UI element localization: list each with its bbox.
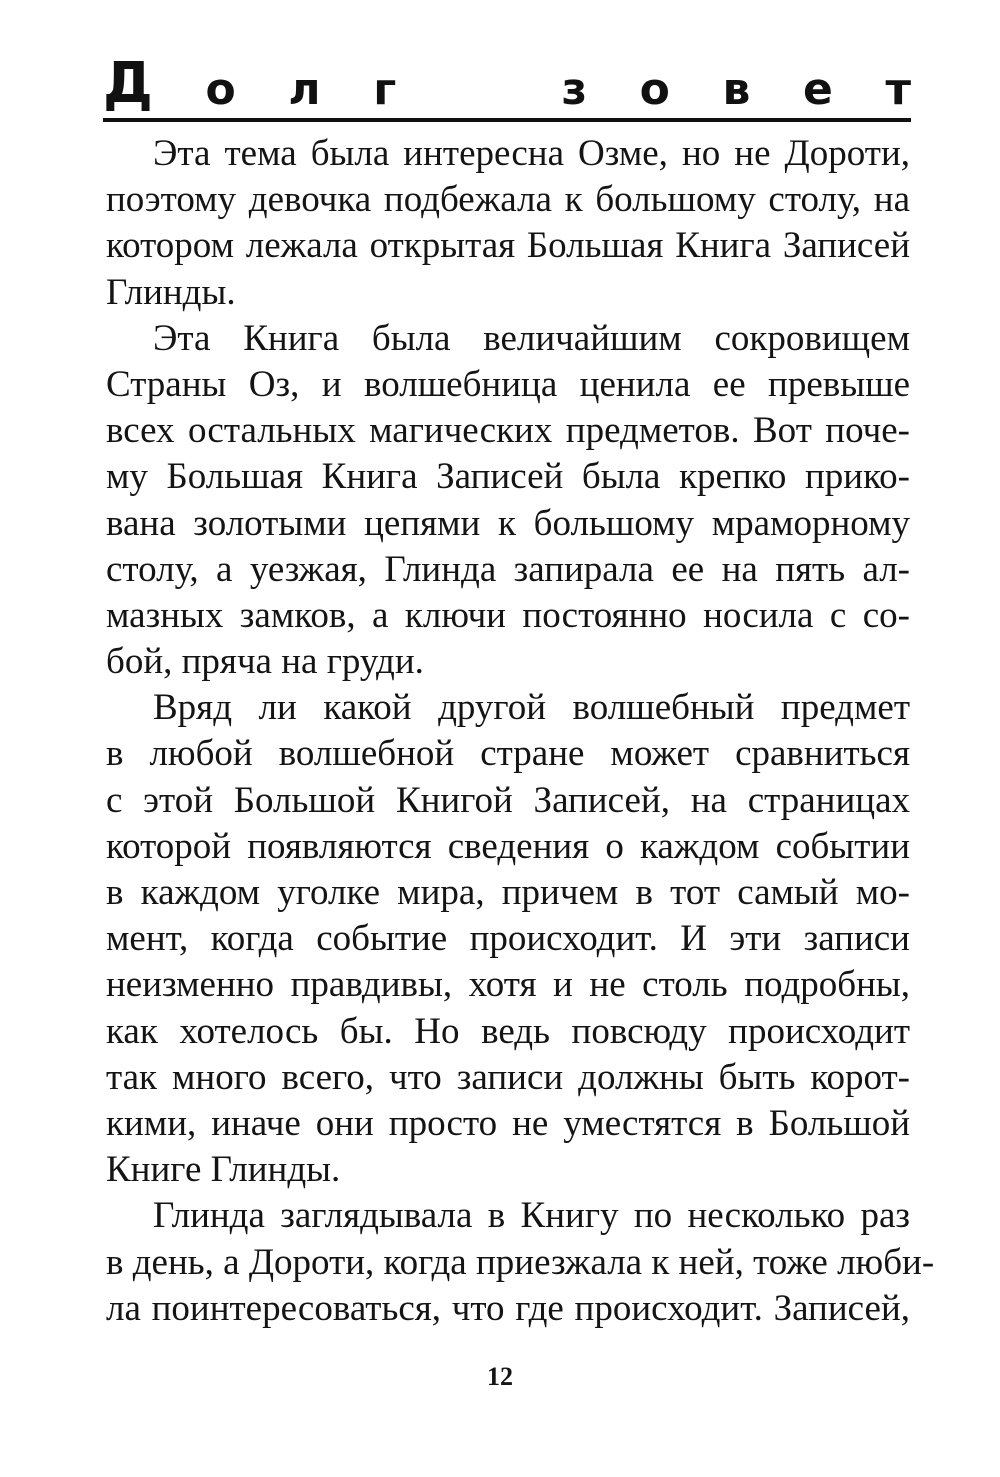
header-letter: о (205, 64, 236, 115)
text-line: поэтому девочка подбежала к большому столу, на (106, 179, 910, 221)
text-line: в день, а Дороти, когда приезжала к ней, тоже люби- (106, 1241, 935, 1283)
text-line: мент, когда событие происходит. И эти записи (106, 918, 910, 960)
header-letter: о (639, 64, 670, 115)
text-line: вана золотыми цепями к большому мраморному (106, 502, 910, 544)
text-line: Книге Глинды. (106, 1149, 341, 1191)
header-letter: Д (103, 51, 153, 116)
header-letter: л (288, 64, 321, 115)
text-line: бой, пряча на груди. (106, 641, 424, 683)
text-line: в любой волшебной стране может сравниться (106, 733, 910, 775)
text-line: кими, иначе они просто не уместятся в Большой (106, 1102, 910, 1144)
text-line: столу, а уезжая, Глинда запирала ее на пять ал- (106, 548, 910, 590)
text-line: Страны Оз, и волшебница ценила ее превыше (106, 363, 910, 405)
text-line: неизменно правдивы, хотя и не столь подробны, (106, 964, 910, 1006)
text-line: Глинды. (106, 271, 236, 313)
page-number: 12 (487, 1362, 513, 1391)
header-letter: г (373, 64, 397, 115)
text-line: Вряд ли какой другой волшебный предмет (153, 687, 910, 729)
text-line: так много всего, что записи должны быть корот- (106, 1056, 910, 1098)
header-rule (103, 118, 911, 122)
header-letter: з (561, 64, 588, 115)
text-line: Эта тема была интересна Озме, но не Дороти, (153, 133, 910, 174)
header-letter: е (803, 64, 833, 115)
text-line: Глинда заглядывала в Книгу по несколько раз (153, 1195, 910, 1237)
text-line: всех остальных магических предметов. Вот поче- (106, 410, 910, 452)
header-letter: т (885, 64, 911, 115)
text-line: котором лежала открытая Большая Книга Записей (106, 225, 910, 267)
text-line: му Большая Книга Записей была крепко прико- (106, 456, 910, 498)
text-line: в каждом уголке мира, причем в тот самый мо- (106, 872, 910, 913)
header-letter: в (722, 64, 751, 115)
text-line: с этой Большой Книгой Записей, на страницах (106, 779, 910, 821)
text-line: которой появляются сведения о каждом событии (106, 825, 910, 867)
text-line: как хотелось бы. Но ведь повсюду происходит (106, 1010, 910, 1052)
text-line: ла поинтересоваться, что где происходит. Записей, (106, 1287, 910, 1329)
text-line: Эта Книга была величайшим сокровищем (153, 317, 910, 359)
text-line: мазных замков, а ключи постоянно носила с со- (106, 594, 910, 636)
body-text (106, 131, 935, 1332)
running-header (103, 50, 911, 116)
